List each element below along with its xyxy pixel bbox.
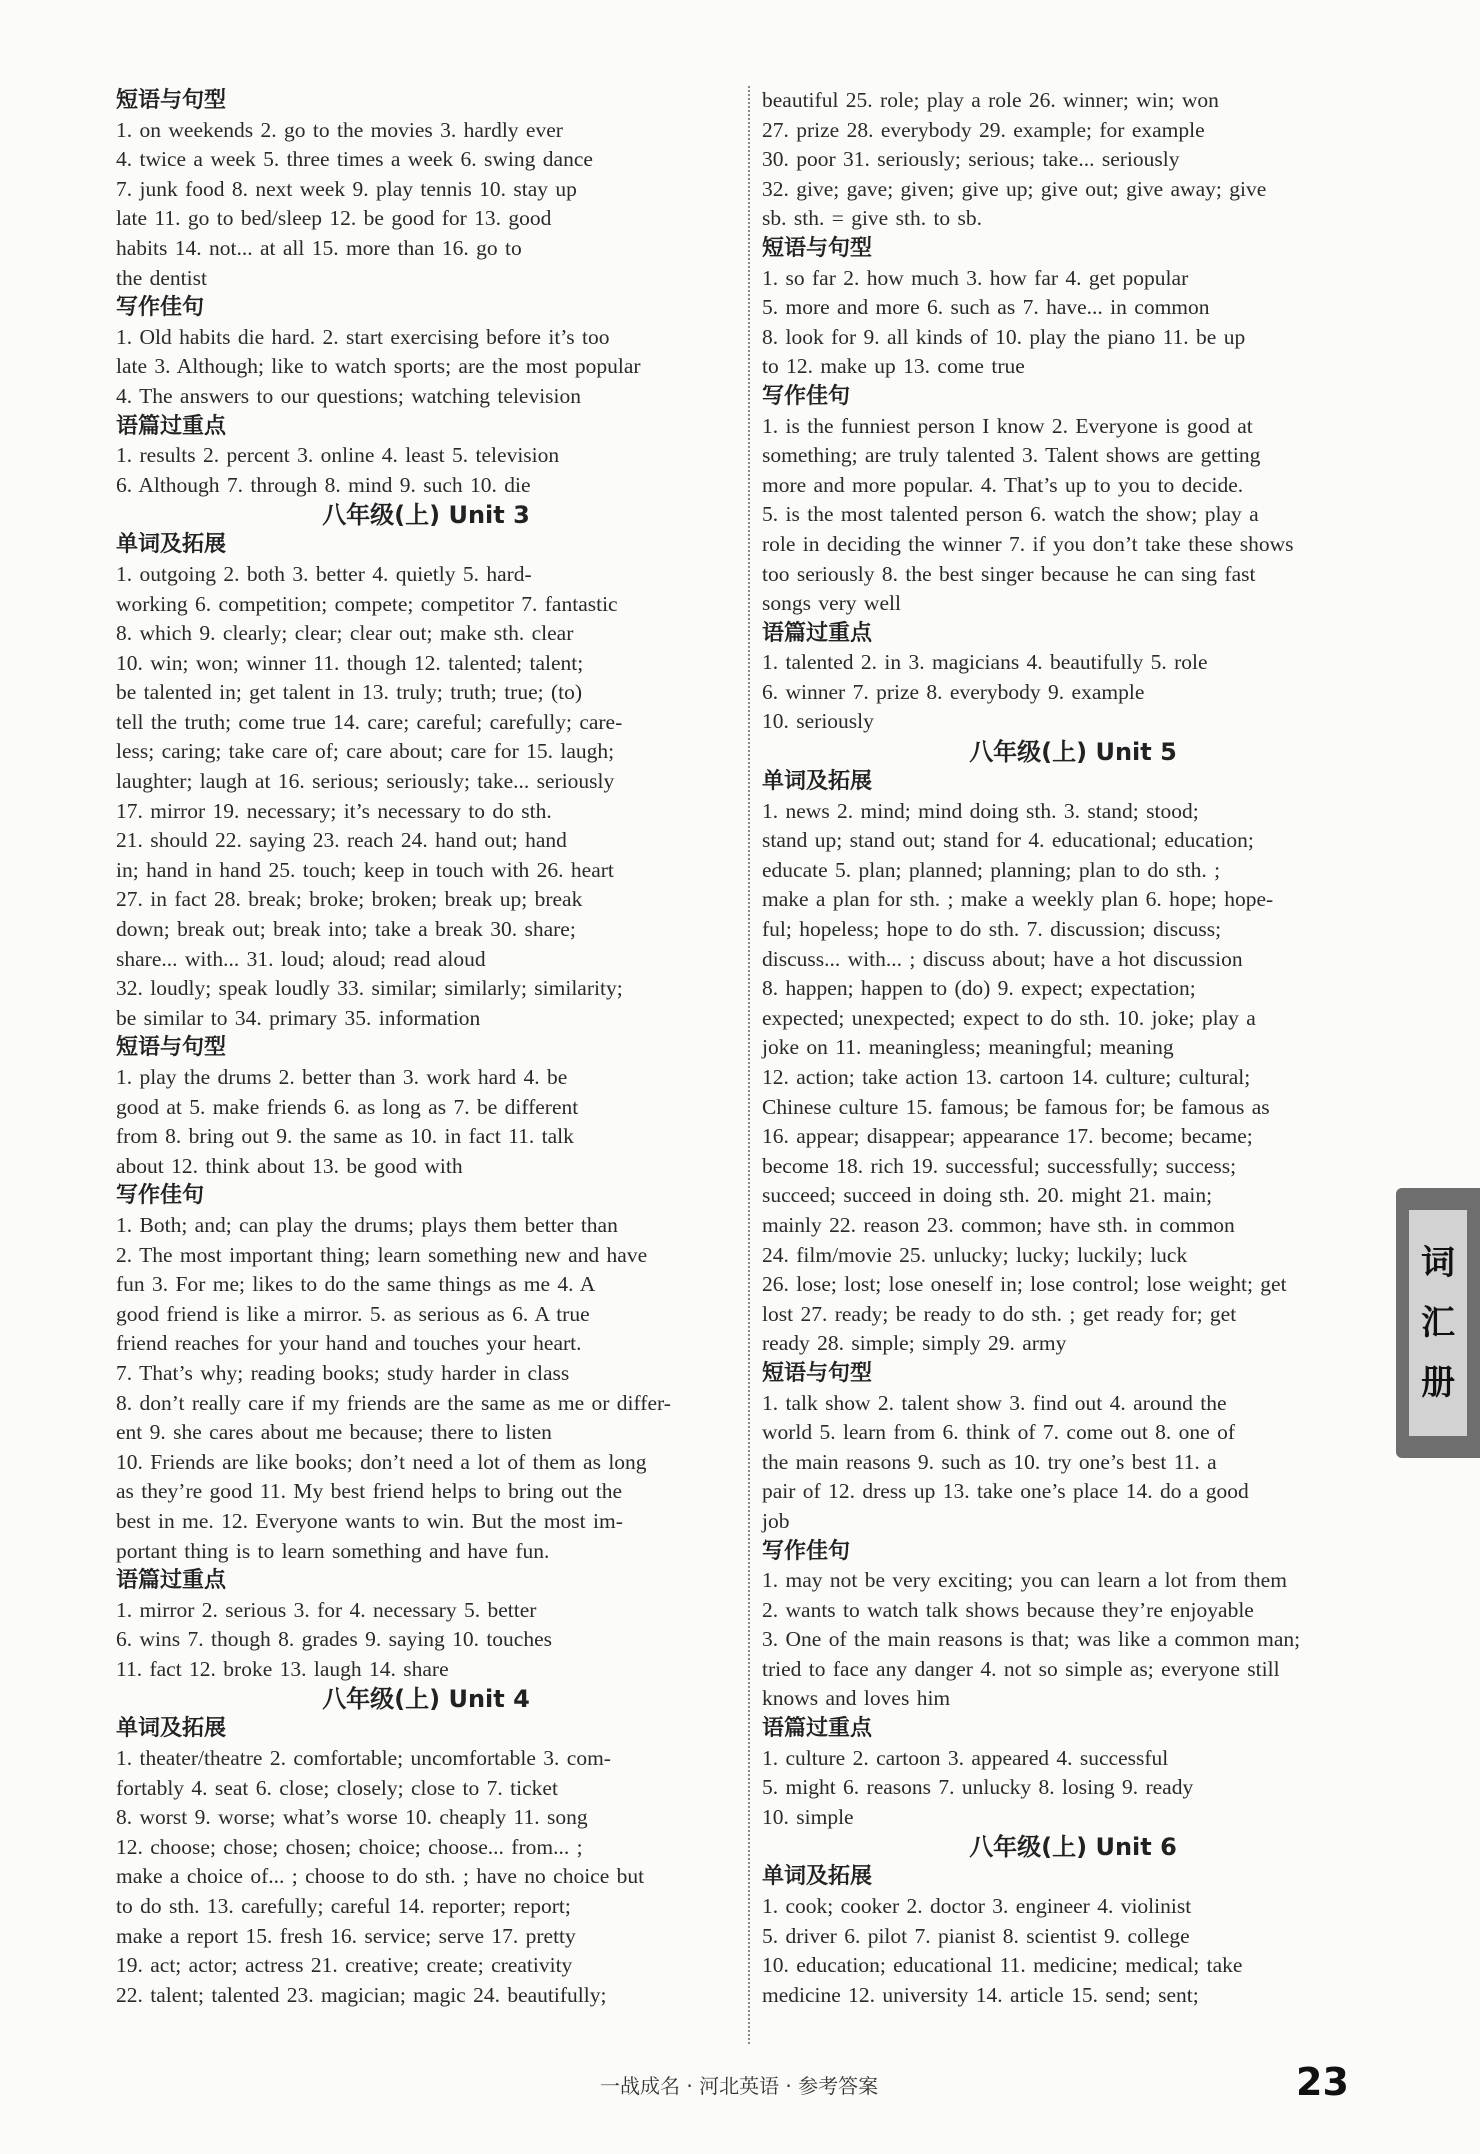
- answer-line: 1. may not be very exciting; you can learn a lot from them: [762, 1568, 1287, 1593]
- answer-line: friend reaches for your hand and touches your heart.: [116, 1331, 582, 1356]
- answer-line: 1. on weekends 2. go to the movies 3. hardly ever: [116, 117, 563, 142]
- answer-line: 32. loudly; speak loudly 33. similar; similarly; similarity;: [116, 976, 623, 1001]
- answer-line: ful; hopeless; hope to do sth. 7. discussion; discuss;: [762, 917, 1222, 942]
- section-heading: 写作佳句: [762, 383, 851, 409]
- side-tab-char: 汇: [1421, 1303, 1455, 1343]
- answer-line: 1. play the drums 2. better than 3. work hard 4. be: [116, 1065, 568, 1089]
- answer-line: 21. should 22. saying 23. reach 24. hand out; hand: [116, 828, 567, 853]
- footer-text: 一战成名 · 河北英语 · 参考答案: [600, 2074, 879, 2098]
- answer-line: 8. don’t really care if my friends are the same as me or differ-: [116, 1390, 671, 1415]
- answer-line: fun 3. For me; likes to do the same things as me 4. A: [116, 1272, 596, 1297]
- section-heading: 语篇过重点: [762, 620, 873, 646]
- answer-line: 19. act; actor; actress 21. creative; create; creativity: [116, 1953, 573, 1978]
- answer-line: discuss... with... ; discuss about; have a hot discussion: [762, 946, 1243, 971]
- answer-block: [762, 86, 1384, 234]
- page-number: 23: [1296, 2060, 1349, 2104]
- answer-line: 1. theater/theatre 2. comfortable; uncomfortable 3. com-: [116, 1746, 611, 1771]
- answer-line: 8. worst 9. worse; what’s worse 10. cheaply 11. song: [116, 1805, 588, 1830]
- answer-line: make a choice of... ; choose to do sth. ; have no choice but: [116, 1864, 645, 1889]
- answer-line: the dentist: [116, 265, 207, 290]
- answer-block: [116, 560, 736, 1034]
- answer-line: ent 9. she cares about me because; there to listen: [116, 1420, 552, 1445]
- answer-line: 1. outgoing 2. both 3. better 4. quietly 5. hard-: [116, 561, 532, 586]
- section-heading: 语篇过重点: [116, 413, 227, 439]
- answer-block: [116, 323, 736, 412]
- answer-line: Chinese culture 15. famous; be famous for; be famous as: [762, 1094, 1270, 1119]
- answer-line: too seriously 8. the best singer because he can sing fast: [762, 561, 1256, 586]
- answer-line: world 5. learn from 6. think of 7. come out 8. one of: [762, 1420, 1236, 1445]
- section-heading: 语篇过重点: [762, 1716, 873, 1742]
- answer-line: 17. mirror 19. necessary; it’s necessary to do sth.: [116, 798, 552, 823]
- answer-line: job: [762, 1508, 790, 1533]
- side-tab-char: 词: [1421, 1243, 1455, 1283]
- answer-line: 7. That’s why; reading books; study harder in class: [116, 1360, 570, 1385]
- answer-line: joke on 11. meaningless; meaningful; meaning: [762, 1035, 1174, 1060]
- answer-line: 16. appear; disappear; appearance 17. become; became;: [762, 1124, 1253, 1149]
- answer-line: 1. is the funniest person I know 2. Everyone is good at: [762, 413, 1253, 438]
- answer-block: [116, 1596, 736, 1685]
- answer-line: about 12. think about 13. be good with: [116, 1153, 463, 1178]
- answer-line: late 3. Although; like to watch sports; are the most popular: [116, 354, 641, 379]
- left-column: [116, 86, 736, 2010]
- section-heading: 写作佳句: [116, 1183, 205, 1209]
- answer-line: 4. twice a week 5. three times a week 6. swing dance: [116, 147, 593, 172]
- answer-line: 10. seriously: [762, 709, 874, 734]
- answer-line: 1. mirror 2. serious 3. for 4. necessary 5. better: [116, 1597, 537, 1622]
- answer-line: 1. cook; cooker 2. doctor 3. engineer 4. violinist: [762, 1894, 1192, 1919]
- vocabulary-side-tab: [1396, 1188, 1480, 1458]
- section-heading: 单词及拓展: [116, 532, 227, 558]
- answer-line: 8. look for 9. all kinds of 10. play the piano 11. be up: [762, 324, 1246, 349]
- answer-block: [762, 1744, 1384, 1833]
- section-heading: 短语与句型: [762, 1360, 873, 1386]
- answer-line: songs very well: [762, 591, 901, 616]
- answer-block: [116, 1211, 736, 1566]
- section-heading: 短语与句型: [116, 1035, 227, 1061]
- answer-line: 5. might 6. reasons 7. unlucky 8. losing 9. ready: [762, 1775, 1194, 1800]
- section-heading: 单词及拓展: [116, 1716, 227, 1742]
- answer-line: as they’re good 11. My best friend helps to bring out the: [116, 1479, 623, 1504]
- answer-line: 2. wants to watch talk shows because they’re enjoyable: [762, 1597, 1254, 1622]
- answer-line: 4. The answers to our questions; watching television: [116, 383, 582, 408]
- answer-line: role in deciding the winner 7. if you don’t take these shows: [762, 531, 1294, 556]
- answer-line: 30. poor 31. seriously; serious; take... seriously: [762, 147, 1180, 172]
- answer-line: 1. culture 2. cartoon 3. appeared 4. successful: [762, 1745, 1169, 1770]
- answer-line: 10. win; won; winner 11. though 12. talented; talent;: [116, 650, 584, 675]
- answer-line: late 11. go to bed/sleep 12. be good for 13. good: [116, 206, 552, 231]
- answer-line: make a report 15. fresh 16. service; serve 17. pretty: [116, 1923, 576, 1948]
- answer-line: 32. give; gave; given; give up; give out; give away; give: [762, 176, 1267, 201]
- answer-line: tell the truth; come true 14. care; careful; carefully; care-: [116, 709, 623, 734]
- answer-line: stand up; stand out; stand for 4. educational; education;: [762, 828, 1254, 853]
- answer-line: 5. more and more 6. such as 7. have... in common: [762, 295, 1210, 320]
- answer-line: best in me. 12. Everyone wants to win. But the most im-: [116, 1508, 623, 1533]
- answer-block: [762, 1389, 1384, 1537]
- unit-title: 八年级(上) Unit 3: [322, 501, 530, 530]
- answer-block: [762, 1566, 1384, 1714]
- answer-line: 27. in fact 28. break; broke; broken; break up; break: [116, 887, 583, 912]
- answer-line: in; hand in hand 25. touch; keep in touch with 26. heart: [116, 857, 614, 882]
- answer-line: 12. choose; chose; chosen; choice; choose... from... ;: [116, 1834, 583, 1859]
- answer-block: [116, 441, 736, 500]
- answer-line: 8. happen; happen to (do) 9. expect; expectation;: [762, 976, 1196, 1001]
- answer-line: knows and loves him: [762, 1686, 951, 1711]
- answer-block: [116, 1063, 736, 1181]
- answer-line: the main reasons 9. such as 10. try one’s best 11. a: [762, 1449, 1217, 1474]
- section-heading: 短语与句型: [762, 235, 873, 261]
- section-heading: 单词及拓展: [762, 769, 873, 795]
- answer-line: good friend is like a mirror. 5. as serious as 6. A true: [116, 1301, 590, 1326]
- answer-block: [762, 412, 1384, 619]
- answer-line: 8. which 9. clearly; clear; clear out; make sth. clear: [116, 621, 574, 646]
- answer-line: working 6. competition; compete; competitor 7. fantastic: [116, 591, 618, 616]
- answer-line: something; are truly talented 3. Talent shows are getting: [762, 443, 1261, 468]
- section-heading: 短语与句型: [116, 88, 227, 113]
- answer-line: 11. fact 12. broke 13. laugh 14. share: [116, 1656, 449, 1681]
- answer-line: 7. junk food 8. next week 9. play tennis 10. stay up: [116, 176, 577, 201]
- answer-line: pair of 12. dress up 13. take one’s place 14. do a good: [762, 1479, 1249, 1504]
- answer-line: make a plan for sth. ; make a weekly plan 6. hope; hope-: [762, 887, 1274, 912]
- section-heading: 单词及拓展: [762, 1864, 873, 1890]
- unit-title: 八年级(上) Unit 5: [969, 738, 1177, 767]
- answer-block: [116, 1744, 736, 2010]
- answer-line: succeed; succeed in doing sth. 20. might 21. main;: [762, 1183, 1213, 1208]
- answer-block: [116, 116, 736, 294]
- answer-line: 26. lose; lost; lose oneself in; lose control; lose weight; get: [762, 1272, 1287, 1297]
- answer-line: good at 5. make friends 6. as long as 7. be different: [116, 1094, 579, 1119]
- answer-line: 22. talent; talented 23. magician; magic 24. beautifully;: [116, 1982, 607, 2007]
- answer-line: lost 27. ready; be ready to do sth. ; get ready for; get: [762, 1301, 1237, 1326]
- answer-line: 1. talk show 2. talent show 3. find out 4. around the: [762, 1390, 1227, 1415]
- answer-line: 2. The most important thing; learn something new and have: [116, 1242, 648, 1267]
- section-heading: 写作佳句: [762, 1538, 851, 1564]
- answer-line: to 12. make up 13. come true: [762, 354, 1025, 379]
- answer-line: expected; unexpected; expect to do sth. 10. joke; play a: [762, 1005, 1256, 1030]
- answer-line: 1. results 2. percent 3. online 4. least 5. television: [116, 443, 560, 468]
- answer-line: beautiful 25. role; play a role 26. winner; win; won: [762, 88, 1219, 112]
- answer-line: down; break out; break into; take a break 30. share;: [116, 917, 576, 942]
- answer-line: 1. talented 2. in 3. magicians 4. beautifully 5. role: [762, 650, 1208, 675]
- answer-line: be talented in; get talent in 13. truly; truth; true; (to): [116, 680, 583, 705]
- answer-block: [762, 1892, 1384, 2010]
- unit-title: 八年级(上) Unit 4: [322, 1685, 530, 1714]
- answer-line: 12. action; take action 13. cartoon 14. culture; cultural;: [762, 1065, 1251, 1089]
- column-divider: [748, 86, 750, 2044]
- answer-line: be similar to 34. primary 35. information: [116, 1005, 481, 1030]
- answer-block: [762, 264, 1384, 382]
- answer-line: 1. so far 2. how much 3. how far 4. get popular: [762, 265, 1189, 290]
- answer-line: ready 28. simple; simply 29. army: [762, 1331, 1067, 1356]
- answer-line: mainly 22. reason 23. common; have sth. in common: [762, 1212, 1235, 1237]
- answer-line: educate 5. plan; planned; planning; plan to do sth. ;: [762, 857, 1221, 882]
- answer-line: 1. Both; and; can play the drums; plays them better than: [116, 1212, 618, 1237]
- answer-line: 10. Friends are like books; don’t need a lot of them as long: [116, 1449, 647, 1474]
- answer-line: fortably 4. seat 6. close; closely; close to 7. ticket: [116, 1775, 558, 1800]
- page-footer: [0, 2060, 1480, 2106]
- answer-line: 1. news 2. mind; mind doing sth. 3. stand; stood;: [762, 798, 1199, 823]
- right-column: [762, 86, 1384, 2010]
- answer-line: 6. Although 7. through 8. mind 9. such 10. die: [116, 472, 531, 497]
- answer-line: 24. film/movie 25. unlucky; lucky; luckily; luck: [762, 1242, 1188, 1267]
- answer-line: laughter; laugh at 16. serious; seriously; take... seriously: [116, 769, 615, 794]
- section-heading: 写作佳句: [116, 295, 205, 321]
- answer-line: become 18. rich 19. successful; successfully; success;: [762, 1153, 1237, 1178]
- answer-line: more and more popular. 4. That’s up to you to decide.: [762, 472, 1244, 497]
- answer-line: to do sth. 13. carefully; careful 14. reporter; report;: [116, 1894, 571, 1919]
- answer-line: 10. education; educational 11. medicine; medical; take: [762, 1953, 1243, 1978]
- answer-line: 27. prize 28. everybody 29. example; for example: [762, 117, 1205, 142]
- answer-line: share... with... 31. loud; aloud; read aloud: [116, 946, 486, 971]
- unit-title: 八年级(上) Unit 6: [969, 1833, 1177, 1862]
- answer-line: 1. Old habits die hard. 2. start exercising before it’s too: [116, 324, 610, 349]
- answer-line: less; caring; take care of; care about; care for 15. laugh;: [116, 739, 615, 764]
- answer-line: 5. driver 6. pilot 7. pianist 8. scientist 9. college: [762, 1923, 1190, 1948]
- answer-line: tried to face any danger 4. not so simple as; everyone still: [762, 1656, 1280, 1681]
- answer-line: 3. One of the main reasons is that; was like a common man;: [762, 1627, 1301, 1652]
- answer-line: from 8. bring out 9. the same as 10. in fact 11. talk: [116, 1124, 574, 1149]
- answer-line: medicine 12. university 14. article 15. send; sent;: [762, 1982, 1199, 2007]
- answer-line: 5. is the most talented person 6. watch the show; play a: [762, 502, 1259, 527]
- answer-line: portant thing is to learn something and have fun.: [116, 1538, 550, 1563]
- answer-line: 6. winner 7. prize 8. everybody 9. example: [762, 679, 1145, 704]
- answer-line: 10. simple: [762, 1804, 854, 1829]
- answer-block: [762, 797, 1384, 1359]
- answer-line: 6. wins 7. though 8. grades 9. saying 10. touches: [116, 1627, 553, 1652]
- answer-block: [762, 648, 1384, 737]
- side-tab-char: 册: [1421, 1363, 1455, 1403]
- answer-line: habits 14. not... at all 15. more than 16. go to: [116, 235, 522, 260]
- answer-line: sb. sth. = give sth. to sb.: [762, 206, 983, 231]
- section-heading: 语篇过重点: [116, 1568, 227, 1594]
